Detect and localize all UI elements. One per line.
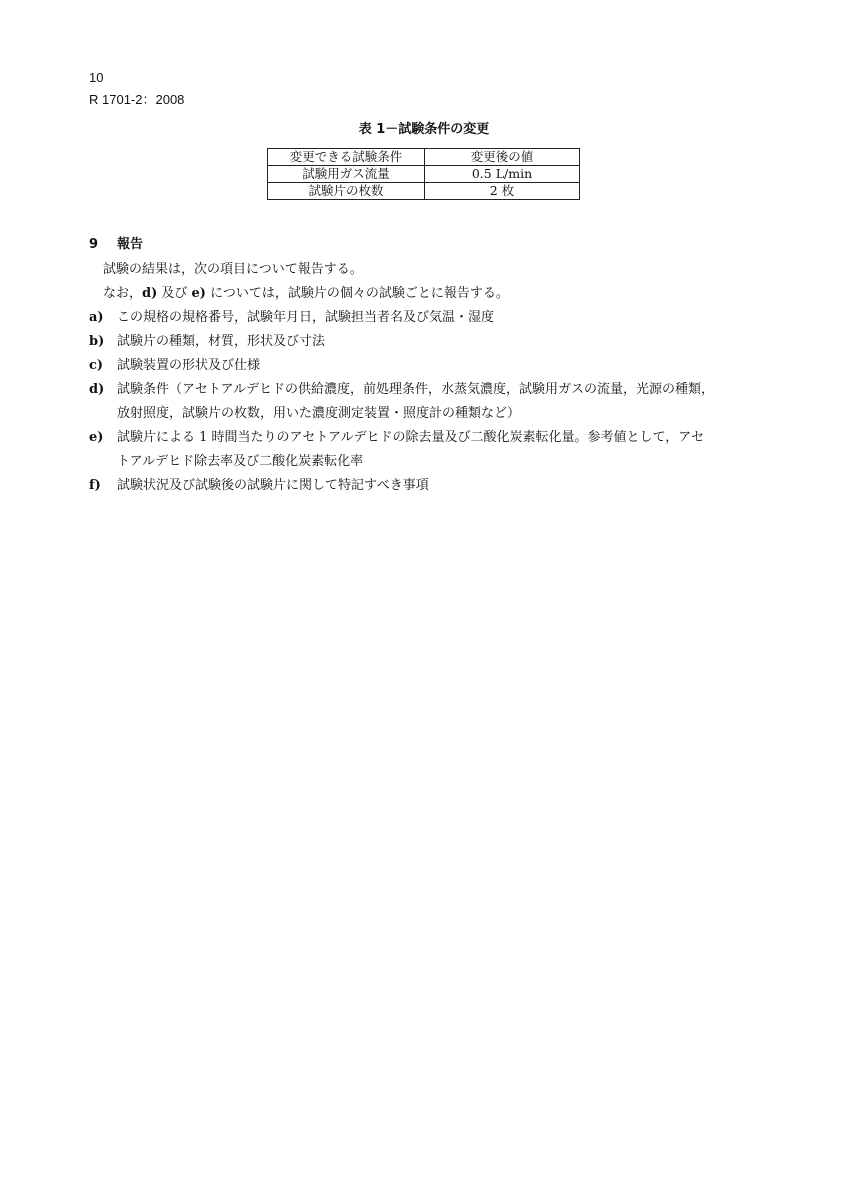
- list-item-text: 試験条件（アセトアルデヒドの供給濃度，前処理条件，水蒸気濃度，試験用ガスの流量，光源の種類，: [117, 382, 714, 397]
- list-item: [89, 474, 769, 498]
- paragraph-text: については，試験片の個々の試験ごとに報告する。: [205, 286, 509, 301]
- document-id: R 1701-2：2008: [89, 92, 185, 107]
- table-cell: 0.5 L/min: [425, 166, 580, 183]
- table-row: [268, 166, 580, 183]
- list-item-text: 試験装置の形状及び仕様: [117, 358, 261, 373]
- section-heading: [89, 236, 143, 254]
- list-item-text: トアルデヒド除去率及び二酸化炭素転化率: [117, 454, 364, 469]
- list-item-mark: c): [89, 358, 104, 373]
- list-item-text: 試験状況及び試験後の試験片に関して特記すべき事項: [117, 478, 429, 493]
- table-cell: 試験片の枚数: [268, 183, 425, 200]
- list-item: [89, 426, 769, 474]
- list-item-text: 試験片による 1 時間当たりのアセトアルデヒドの除去量及び二酸化炭素転化量。参考値として，アセ: [117, 430, 705, 445]
- list-item: [89, 378, 769, 426]
- table-caption: 表 1－試験条件の変更: [358, 122, 490, 137]
- paragraph: 試験の結果は，次の項目について報告する。: [103, 262, 363, 277]
- table-cell: 2 枚: [425, 183, 580, 200]
- page-number: 10: [89, 70, 104, 85]
- section-title: 報告: [117, 237, 144, 252]
- table-header-cell: 変更できる試験条件: [268, 149, 425, 166]
- paragraph: [103, 285, 509, 303]
- paragraph-text: なお，: [103, 286, 143, 301]
- list-item: [89, 306, 769, 330]
- list-item-mark: f): [89, 478, 101, 493]
- list-item-mark: e): [89, 430, 104, 445]
- table-header-row: [268, 149, 580, 166]
- test-conditions-table: [267, 148, 580, 200]
- table-header-cell: 変更後の値: [425, 149, 580, 166]
- list-item: [89, 354, 769, 378]
- list-item-mark: a): [89, 310, 104, 325]
- list-item-mark: b): [89, 334, 105, 349]
- list-item-text: この規格の規格番号，試験年月日，試験担当者名及び気温・湿度: [117, 310, 495, 325]
- list-item-mark: d): [89, 382, 105, 397]
- paragraph-text: 及び: [157, 286, 192, 301]
- item-reference: d): [142, 286, 158, 301]
- section-number: 9: [89, 237, 99, 252]
- list-item: [89, 330, 769, 354]
- list-item-text: 試験片の種類，材質，形状及び寸法: [117, 334, 326, 349]
- item-reference: e): [191, 286, 206, 301]
- table-cell: 試験用ガス流量: [268, 166, 425, 183]
- table-row: [268, 183, 580, 200]
- list-item-text: 放射照度，試験片の枚数，用いた濃度測定装置・照度計の種類など）: [117, 406, 521, 421]
